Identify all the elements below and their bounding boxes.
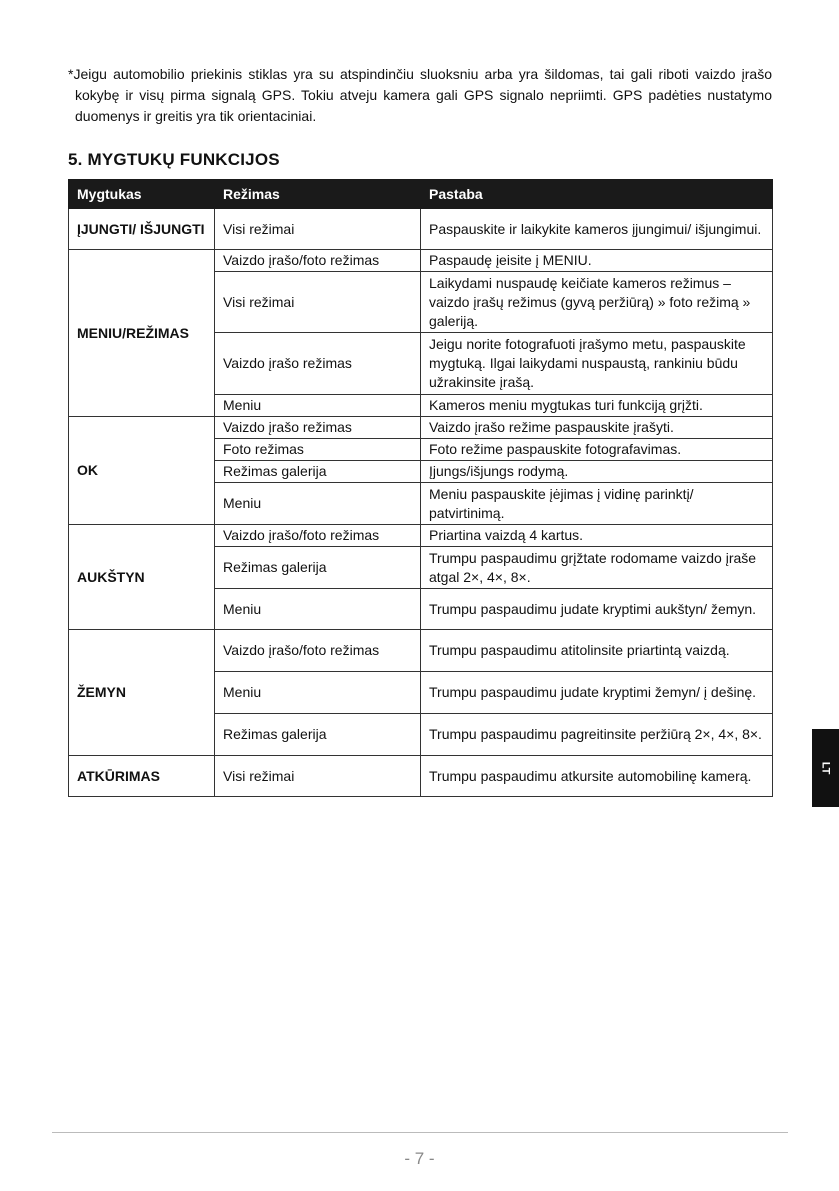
gps-footnote: *Jeigu automobilio priekinis stiklas yra su atspindinčiu sluoksniu arba yra šildomas, tai gali riboti vaizdo įrašo kokybę ir visų pirma signalą GPS. Tokiu atveju kamera gali GPS signalo nepriimti. GPS padėties nustatymo duomenys ir greitis yra tik orientaciniai. [68,66,772,124]
mode-cell: Visi režimai [215,209,421,250]
mode-cell: Vaizdo įrašo/foto režimas [215,525,421,547]
note-cell: Kameros meniu mygtukas turi funkciją grįžti. [421,395,773,417]
mode-cell: Vaizdo įrašo režimas [215,333,421,395]
mode-cell: Režimas galerija [215,547,421,589]
table-row [69,756,773,797]
note-cell: Trumpu paspaudimu atitolinsite priartintą vaizdą. [421,630,773,672]
header-note: Pastaba [421,180,773,209]
mode-cell: Meniu [215,672,421,714]
button-name-down: ŽEMYN [69,630,215,756]
footer-divider [52,1132,788,1133]
table-row [69,525,773,547]
table-row [69,630,773,672]
mode-cell: Režimas galerija [215,714,421,756]
button-name-power: ĮJUNGTI/ IŠJUNGTI [69,209,215,250]
mode-cell: Režimas galerija [215,461,421,483]
table-row [69,209,773,250]
language-tab-label: LT [819,761,832,775]
note-cell: Trumpu paspaudimu pagreitinsite peržiūrą 2×, 4×, 8×. [421,714,773,756]
note-cell: Paspauskite ir laikykite kameros įjungimui/ išjungimui. [421,209,773,250]
section-title: 5. MYGTUKŲ FUNKCIJOS [68,150,280,169]
button-name-up: AUKŠTYN [69,525,215,630]
button-functions-table [68,179,773,797]
note-cell: Priartina vaizdą 4 kartus. [421,525,773,547]
note-cell: Foto režime paspauskite fotografavimas. [421,439,773,461]
note-cell: Trumpu paspaudimu judate kryptimi žemyn/ į dešinę. [421,672,773,714]
table-row [69,417,773,439]
header-button: Mygtukas [69,180,215,209]
language-tab [812,729,839,807]
button-name-playback: ATKŪRIMAS [69,756,215,797]
mode-cell: Vaizdo įrašo/foto režimas [215,250,421,272]
mode-cell: Foto režimas [215,439,421,461]
mode-cell: Vaizdo įrašo/foto režimas [215,630,421,672]
note-cell: Trumpu paspaudimu grįžtate rodomame vaizdo įraše atgal 2×, 4×, 8×. [421,547,773,589]
header-mode: Režimas [215,180,421,209]
table-row [69,250,773,272]
table-header-row [69,180,773,209]
page-number: - 7 - [404,1149,435,1168]
note-cell: Jeigu norite fotografuoti įrašymo metu, paspauskite mygtuką. Ilgai laikydami nuspaustą, rankiniu būdu užrakinsite įrašą. [421,333,773,395]
note-cell: Laikydami nuspaudę keičiate kameros režimus – vaizdo įrašų režimus (gyvą peržiūrą) » foto režimą » galeriją. [421,272,773,333]
mode-cell: Meniu [215,589,421,630]
note-cell: Įjungs/išjungs rodymą. [421,461,773,483]
mode-cell: Meniu [215,395,421,417]
note-cell: Meniu paspauskite įėjimas į vidinę parinktį/ patvirtinimą. [421,483,773,525]
note-cell: Vaizdo įrašo režime paspauskite įrašyti. [421,417,773,439]
button-name-ok: OK [69,417,215,525]
note-cell: Trumpu paspaudimu atkursite automobilinę kamerą. [421,756,773,797]
mode-cell: Visi režimai [215,756,421,797]
mode-cell: Meniu [215,483,421,525]
mode-cell: Vaizdo įrašo režimas [215,417,421,439]
note-cell: Paspaudę įeisite į MENIU. [421,250,773,272]
button-name-menu-mode: MENIU/REŽIMAS [69,250,215,417]
note-cell: Trumpu paspaudimu judate kryptimi aukštyn/ žemyn. [421,589,773,630]
mode-cell: Visi režimai [215,272,421,333]
